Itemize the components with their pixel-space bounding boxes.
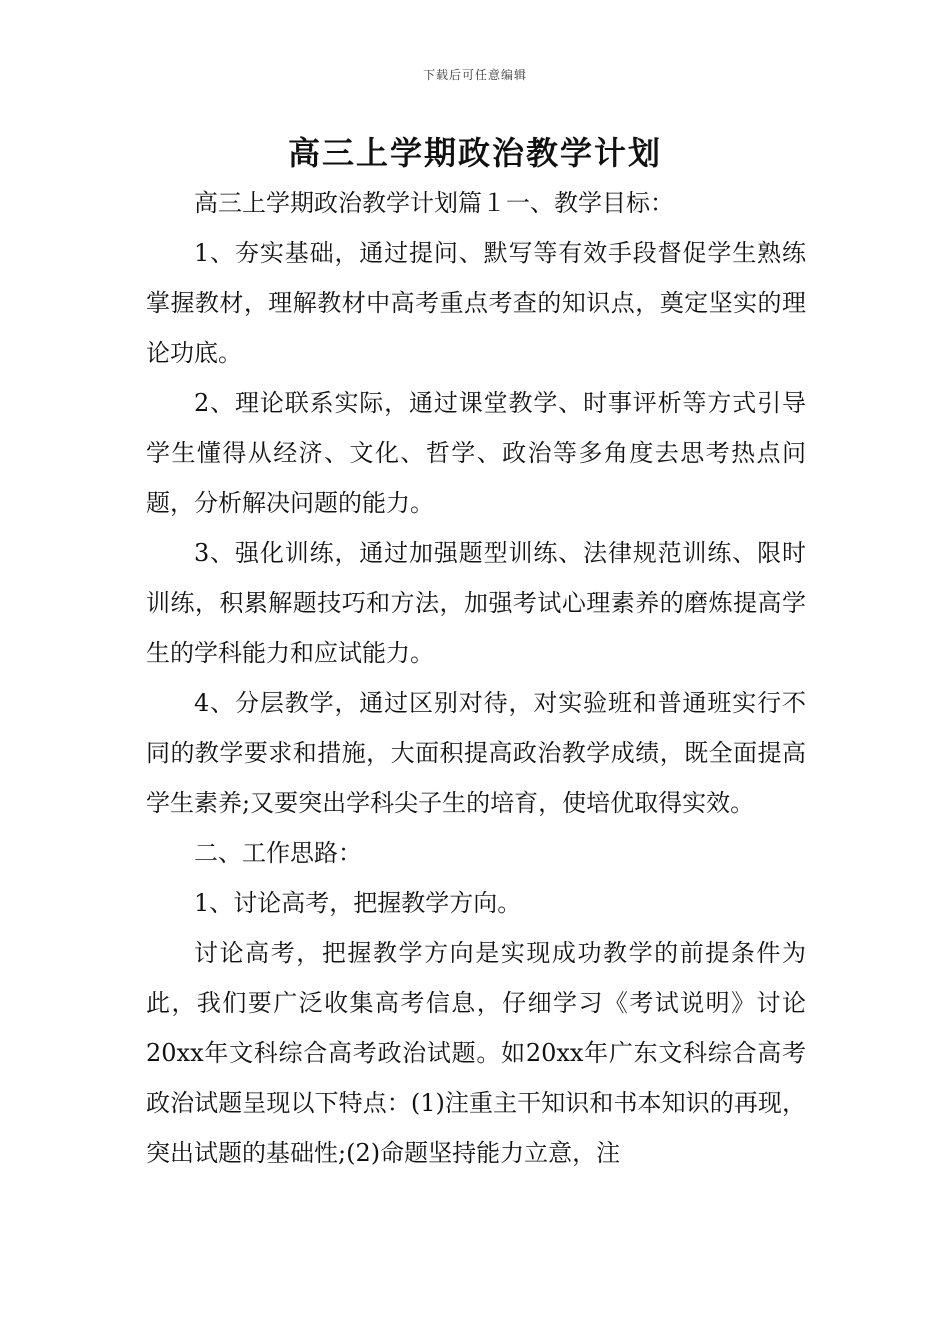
document-title: 高三上学期政治教学计划 xyxy=(287,134,662,172)
paragraph-goal-4: 4、分层教学，通过区别对待，对实验班和普通班实行不同的教学要求和措施，大面积提高政治教学成绩，既全面提高学生素养;又要突出学科尖子生的培育，使培优取得实效。 xyxy=(146,689,806,817)
section-heading-work-ideas: 二、工作思路： xyxy=(194,839,362,867)
paragraph-work-1-heading: 1、讨论高考，把握教学方向。 xyxy=(194,889,522,917)
document-body xyxy=(146,178,806,1178)
paragraph-goal-2: 2、理论联系实际，通过课堂教学、时事评析等方式引导学生懂得从经济、文化、哲学、政治等多角度去思考热点问题，分析解决问题的能力。 xyxy=(146,389,806,517)
paragraph-goal-1: 1、夯实基础，通过提问、默写等有效手段督促学生熟练掌握教材，理解教材中高考重点考查的知识点，奠定坚实的理论功底。 xyxy=(146,239,806,367)
paragraph-intro: 高三上学期政治教学计划篇１一、教学目标： xyxy=(194,189,674,217)
header-note: 下载后可任意编辑 xyxy=(422,68,527,82)
paragraph-work-1-detail: 讨论高考，把握教学方向是实现成功教学的前提条件为此，我们要广泛收集高考信息，仔细学习《考试说明》讨论20xx年文科综合高考政治试题。如20xx年广东文科综合高考政治试题呈现以下特点：(1)注重主干知识和书本知识的再现，突出试题的基础性;(2)命题坚持能力立意，注 xyxy=(146,939,806,1167)
paragraph-goal-3: 3、强化训练，通过加强题型训练、法律规范训练、限时训练，积累解题技巧和方法，加强考试心理素养的磨炼提高学生的学科能力和应试能力。 xyxy=(146,539,806,667)
